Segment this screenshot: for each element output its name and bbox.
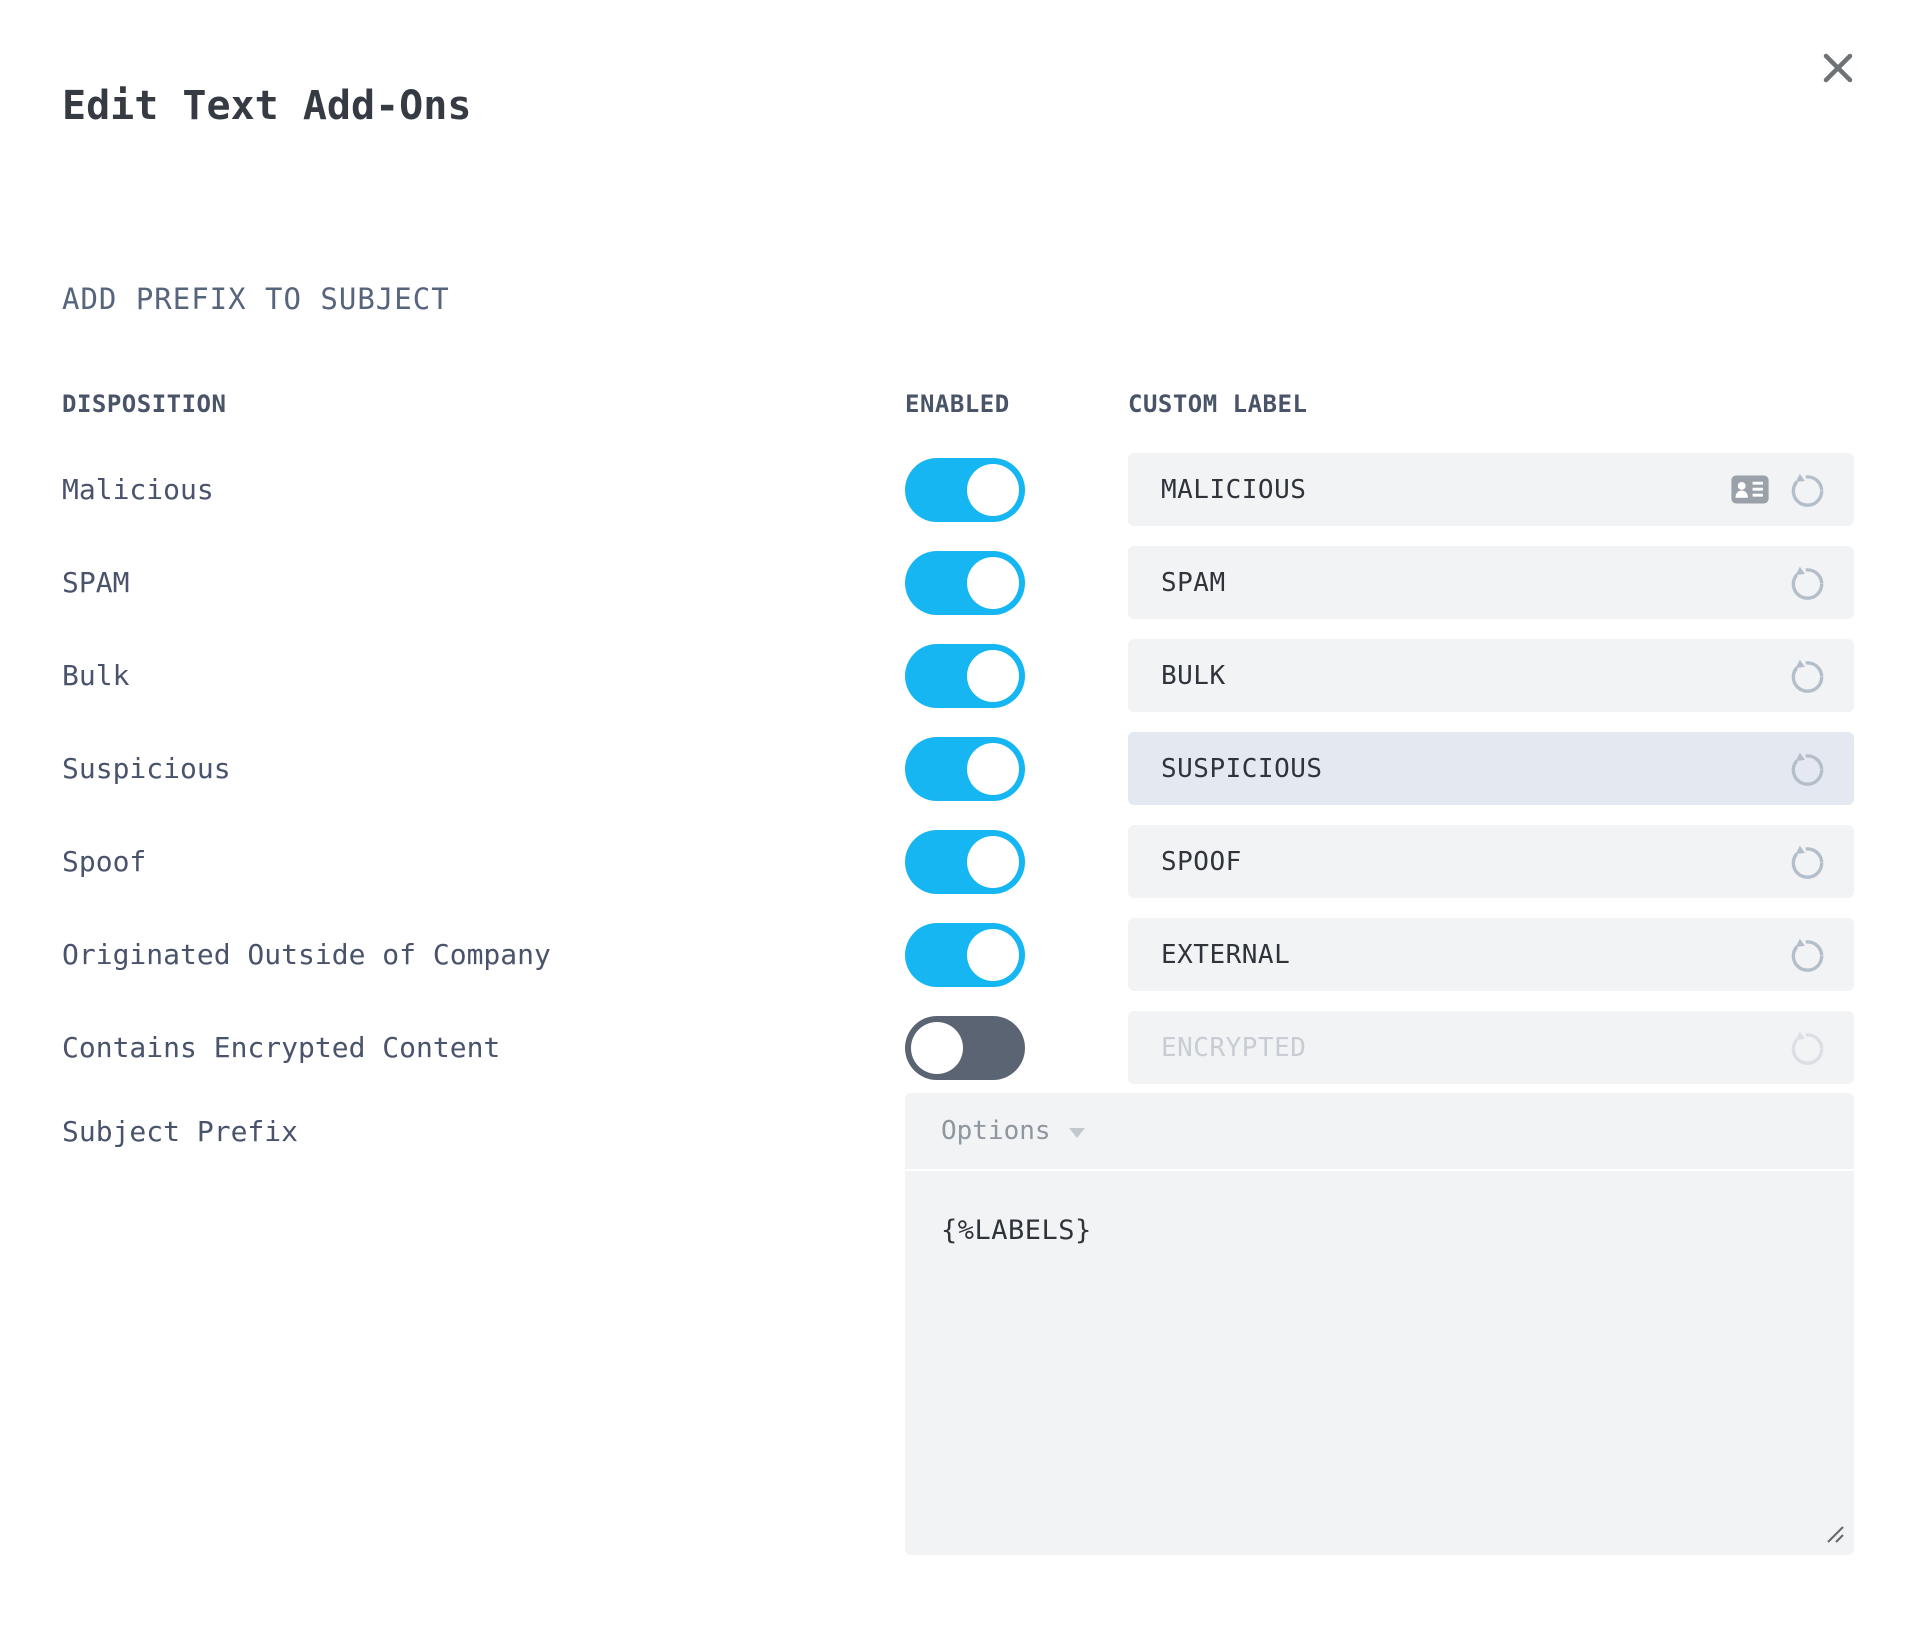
close-icon bbox=[1822, 52, 1854, 84]
disposition-row bbox=[62, 453, 1854, 546]
toggle-knob bbox=[911, 1022, 963, 1074]
custom-label-field[interactable] bbox=[1128, 453, 1854, 526]
custom-label-input[interactable] bbox=[1128, 940, 1786, 970]
disposition-label: Originated Outside of Company bbox=[62, 938, 551, 971]
reset-icon[interactable] bbox=[1786, 934, 1828, 976]
reset-icon[interactable] bbox=[1786, 1027, 1828, 1069]
options-dropdown-label: Options bbox=[941, 1116, 1051, 1146]
reset-icon[interactable] bbox=[1786, 469, 1828, 511]
chevron-down-icon bbox=[1069, 1128, 1085, 1138]
disposition-label: Bulk bbox=[62, 659, 130, 692]
enabled-toggle[interactable] bbox=[905, 644, 1025, 708]
subject-prefix-textarea[interactable] bbox=[905, 1171, 1854, 1555]
enabled-toggle[interactable] bbox=[905, 458, 1025, 522]
dialog-title: Edit Text Add-Ons bbox=[62, 82, 472, 129]
custom-label-input[interactable] bbox=[1128, 661, 1786, 691]
disposition-label: Contains Encrypted Content bbox=[62, 1031, 501, 1064]
custom-label-input[interactable] bbox=[1128, 847, 1786, 877]
custom-label-input[interactable] bbox=[1128, 475, 1730, 505]
custom-label-input[interactable] bbox=[1128, 754, 1786, 784]
reset-icon[interactable] bbox=[1786, 562, 1828, 604]
toggle-knob bbox=[967, 557, 1019, 609]
enabled-toggle[interactable] bbox=[905, 551, 1025, 615]
toggle-cell bbox=[905, 825, 1128, 894]
toggle-knob bbox=[967, 650, 1019, 702]
toggle-cell bbox=[905, 639, 1128, 708]
reset-icon[interactable] bbox=[1786, 655, 1828, 697]
column-header-enabled: ENABLED bbox=[905, 390, 1010, 418]
disposition-row bbox=[62, 825, 1854, 918]
enabled-toggle[interactable] bbox=[905, 1016, 1025, 1080]
toggle-cell bbox=[905, 546, 1128, 615]
enabled-toggle[interactable] bbox=[905, 830, 1025, 894]
column-header-disposition: DISPOSITION bbox=[62, 390, 227, 418]
subject-prefix-row bbox=[62, 1093, 1854, 1555]
custom-label-field[interactable] bbox=[1128, 918, 1854, 991]
custom-label-input[interactable] bbox=[1128, 568, 1786, 598]
contact-card-icon[interactable] bbox=[1730, 474, 1770, 505]
toggle-knob bbox=[967, 929, 1019, 981]
reset-icon[interactable] bbox=[1786, 841, 1828, 883]
enabled-toggle[interactable] bbox=[905, 737, 1025, 801]
custom-label-field[interactable] bbox=[1128, 825, 1854, 898]
toggle-cell bbox=[905, 732, 1128, 801]
disposition-row bbox=[62, 546, 1854, 639]
disposition-label: Spoof bbox=[62, 845, 147, 878]
toggle-cell bbox=[905, 1011, 1128, 1080]
disposition-label: Malicious bbox=[62, 473, 214, 506]
enabled-toggle[interactable] bbox=[905, 923, 1025, 987]
toggle-knob bbox=[967, 836, 1019, 888]
custom-label-field[interactable] bbox=[1128, 546, 1854, 619]
toggle-cell bbox=[905, 453, 1128, 522]
toggle-knob bbox=[967, 743, 1019, 795]
resize-handle-icon[interactable] bbox=[1824, 1523, 1846, 1545]
disposition-row bbox=[62, 1011, 1854, 1104]
close-button[interactable] bbox=[1814, 44, 1862, 92]
options-dropdown[interactable] bbox=[905, 1093, 1854, 1171]
section-heading: ADD PREFIX TO SUBJECT bbox=[62, 282, 450, 316]
subject-prefix-label: Subject Prefix bbox=[62, 1115, 299, 1148]
table-header bbox=[62, 390, 1854, 453]
disposition-label: SPAM bbox=[62, 566, 130, 599]
custom-label-field[interactable] bbox=[1128, 732, 1854, 805]
disposition-row bbox=[62, 639, 1854, 732]
reset-icon[interactable] bbox=[1786, 748, 1828, 790]
disposition-row bbox=[62, 918, 1854, 1011]
custom-label-field[interactable] bbox=[1128, 639, 1854, 712]
disposition-row bbox=[62, 732, 1854, 825]
subject-prefix-editor bbox=[905, 1093, 1854, 1555]
toggle-cell bbox=[905, 918, 1128, 987]
custom-label-input[interactable] bbox=[1128, 1033, 1786, 1063]
toggle-knob bbox=[967, 464, 1019, 516]
column-header-custom-label: CUSTOM LABEL bbox=[1128, 390, 1308, 418]
prefix-settings-table bbox=[62, 390, 1854, 1555]
custom-label-field[interactable] bbox=[1128, 1011, 1854, 1084]
disposition-label: Suspicious bbox=[62, 752, 231, 785]
